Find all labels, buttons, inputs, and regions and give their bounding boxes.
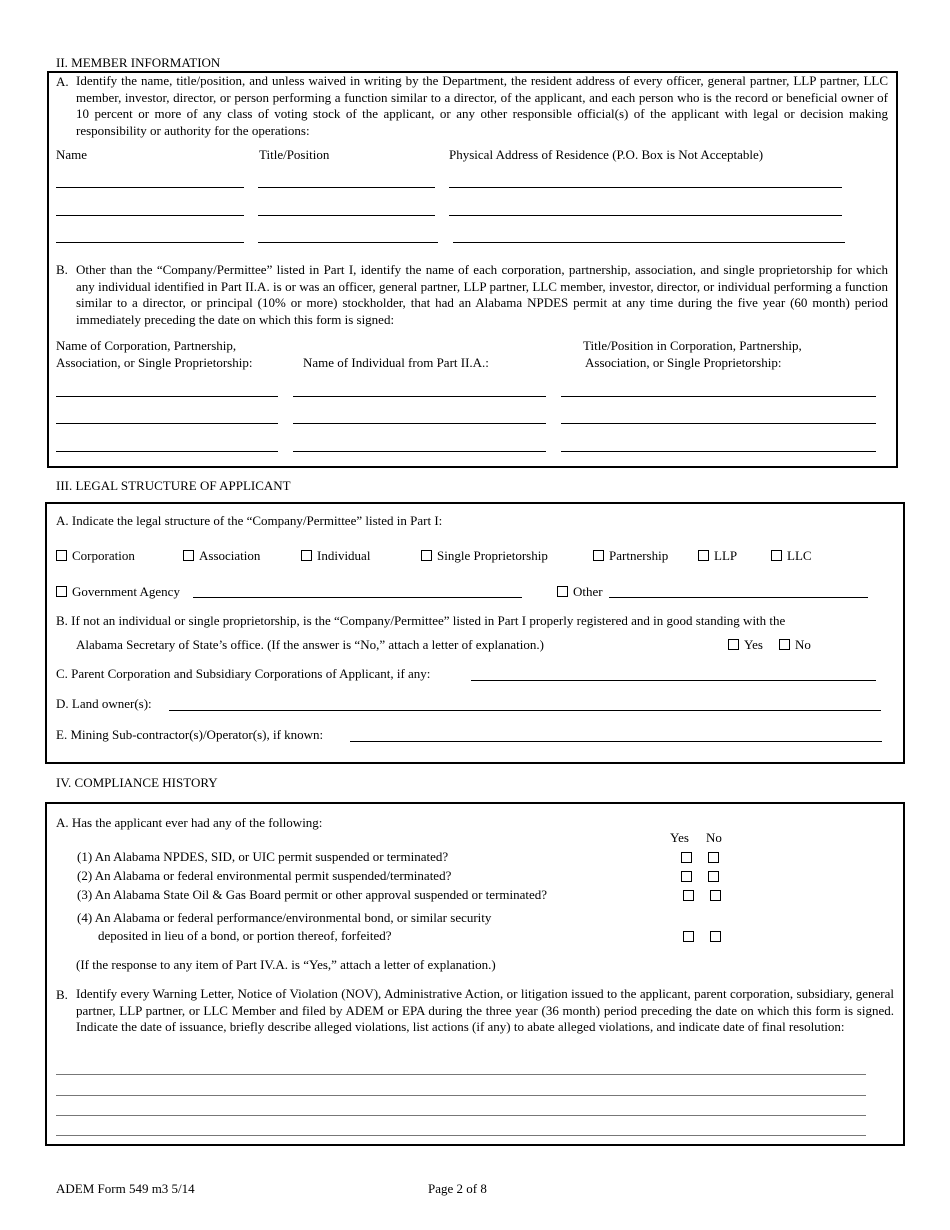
government-agency-checkbox[interactable]: [56, 586, 67, 597]
option-association[interactable]: Association: [183, 548, 260, 564]
item4-yes-checkbox[interactable]: [683, 931, 694, 942]
section-ii-a-text: Identify the name, title/position, and unless waived in writing by the Department, the resident address of every officer, general partner, LLP partner, LLC member, investor, director, or person performing a function similar to a director, of the applicant, and each person who is the record or beneficial owner of 10 percent or more of any class of voting stock of the applicant, or any other responsible official(s) of the applicant with legal or decision making responsibility or authority for the operations:: [76, 73, 888, 138]
history-item-1: (1) An Alabama NPDES, SID, or UIC permit suspended or terminated?: [77, 849, 449, 864]
government-agency-field[interactable]: [193, 597, 522, 598]
llc-checkbox[interactable]: [771, 550, 782, 561]
member-title-field[interactable]: [258, 187, 435, 188]
compliance-history-line[interactable]: [56, 1074, 866, 1075]
footer-page-number: Page 2 of 8: [428, 1181, 487, 1196]
compliance-history-line[interactable]: [56, 1095, 866, 1096]
option-single-proprietorship[interactable]: Single Proprietorship: [421, 548, 548, 564]
item3-no-checkbox[interactable]: [710, 890, 721, 901]
member-name-field[interactable]: [56, 215, 244, 216]
section-iv-heading: IV. COMPLIANCE HISTORY: [56, 775, 218, 790]
partnership-checkbox[interactable]: [593, 550, 604, 561]
corporation-title-field[interactable]: [561, 451, 876, 452]
section-iii-b-line1: B. If not an individual or single proprietorship, is the “Company/Permittee” listed in Part I properly registered and in good standing with the: [56, 613, 786, 628]
yes-column-header: Yes: [670, 830, 689, 845]
individual-name-field[interactable]: [293, 451, 546, 452]
other-field[interactable]: [609, 597, 868, 598]
section-iv-b-text: Identify every Warning Letter, Notice of Violation (NOV), Administrative Action, or litigation issued to the applicant, parent corporation, subsidiary, general partner, LLP partner, or LLC Member and filed by ADEM or EPA during the three year (36 month) period preceding the date on which this form is signed. Indicate the date of issuance, briefly describe alleged violations, list actions (if any) to abate alleged violations, and indicate date of final resolution:: [76, 986, 894, 1034]
corporation-name-field[interactable]: [56, 396, 278, 397]
corporation-checkbox[interactable]: [56, 550, 67, 561]
column-title-header: Title/Position: [259, 147, 330, 162]
individual-checkbox[interactable]: [301, 550, 312, 561]
section-iv-b-label: B.: [56, 987, 68, 1002]
section-iii-b-line2: Alabama Secretary of State’s office. (If the answer is “No,” attach a letter of explanation.): [76, 637, 544, 652]
section-ii-a-label: A.: [56, 74, 69, 89]
association-checkbox[interactable]: [183, 550, 194, 561]
corporation-title-field[interactable]: [561, 396, 876, 397]
option-partnership[interactable]: Partnership: [593, 548, 668, 564]
option-other[interactable]: Other: [557, 584, 603, 600]
column-name-header: Name: [56, 147, 88, 162]
corporation-name-field[interactable]: [56, 451, 278, 452]
b-column2-header: Name of Individual from Part II.A.:: [303, 355, 489, 370]
history-item-3: (3) An Alabama State Oil & Gas Board permit or other approval suspended or terminated?: [77, 887, 548, 902]
corporation-title-field[interactable]: [561, 423, 876, 424]
section-iii-d-label: D. Land owner(s):: [56, 696, 152, 711]
b-column3-header-line1: Title/Position in Corporation, Partnership,: [583, 338, 802, 353]
other-checkbox[interactable]: [557, 586, 568, 597]
section-iii-e-label: E. Mining Sub-contractor(s)/Operator(s), if known:: [56, 727, 324, 742]
column-address-header: Physical Address of Residence (P.O. Box is Not Acceptable): [449, 147, 764, 162]
section-ii-heading: II. MEMBER INFORMATION: [56, 55, 221, 70]
member-title-field[interactable]: [258, 242, 438, 243]
member-name-field[interactable]: [56, 187, 244, 188]
member-title-field[interactable]: [258, 215, 435, 216]
section-iii-a-text: A. Indicate the legal structure of the “Company/Permittee” listed in Part I:: [56, 513, 443, 528]
llp-checkbox[interactable]: [698, 550, 709, 561]
registered-no-checkbox[interactable]: [779, 639, 790, 650]
registered-no-option[interactable]: No: [779, 637, 811, 653]
item2-yes-checkbox[interactable]: [681, 871, 692, 882]
single-proprietorship-checkbox[interactable]: [421, 550, 432, 561]
no-column-header: No: [706, 830, 722, 845]
b-column1-header-line2: Association, or Single Proprietorship:: [56, 355, 253, 370]
section-iv-note: (If the response to any item of Part IV.A. is “Yes,” attach a letter of explanation.): [76, 957, 496, 972]
item1-yes-checkbox[interactable]: [681, 852, 692, 863]
compliance-history-line[interactable]: [56, 1115, 866, 1116]
item4-no-checkbox[interactable]: [710, 931, 721, 942]
item1-no-checkbox[interactable]: [708, 852, 719, 863]
history-item-4-line1: (4) An Alabama or federal performance/environmental bond, or similar security: [77, 910, 492, 925]
history-item-2: (2) An Alabama or federal environmental permit suspended/terminated?: [77, 868, 452, 883]
section-iii-c-label: C. Parent Corporation and Subsidiary Corporations of Applicant, if any:: [56, 666, 431, 681]
registered-yes-checkbox[interactable]: [728, 639, 739, 650]
item3-yes-checkbox[interactable]: [683, 890, 694, 901]
member-address-field[interactable]: [449, 215, 842, 216]
history-item-4-line2: deposited in lieu of a bond, or portion thereof, forfeited?: [98, 928, 392, 943]
member-address-field[interactable]: [449, 187, 842, 188]
section-iii-heading: III. LEGAL STRUCTURE OF APPLICANT: [56, 478, 291, 493]
land-owner-field[interactable]: [169, 710, 881, 711]
compliance-history-line[interactable]: [56, 1135, 866, 1136]
registered-yes-option[interactable]: Yes: [728, 637, 763, 653]
section-ii-b-text: Other than the “Company/Permittee” listed in Part I, identify the name of each corporation, partnership, association, and single proprietorship for which any individual identified in Part II.A. is or was an officer, general partner, LLP partner, LLC member, investor, director, or individual performing a function similar to a director, or principal (10% or more) stockholder, that had an Alabama NPDES permit at any time during the five year (60 month) period immediately preceding the date on which this form is signed:: [76, 262, 888, 327]
option-corporation[interactable]: Corporation: [56, 548, 135, 564]
parent-corporation-field[interactable]: [471, 680, 876, 681]
section-iii-box: [45, 502, 905, 764]
mining-subcontractor-field[interactable]: [350, 741, 882, 742]
section-ii-b-label: B.: [56, 262, 68, 277]
member-name-field[interactable]: [56, 242, 244, 243]
member-address-field[interactable]: [453, 242, 845, 243]
item2-no-checkbox[interactable]: [708, 871, 719, 882]
option-llp[interactable]: LLP: [698, 548, 737, 564]
b-column3-header-line2: Association, or Single Proprietorship:: [585, 355, 782, 370]
individual-name-field[interactable]: [293, 423, 546, 424]
footer-form-id: ADEM Form 549 m3 5/14: [56, 1181, 195, 1196]
option-llc[interactable]: LLC: [771, 548, 812, 564]
individual-name-field[interactable]: [293, 396, 546, 397]
option-individual[interactable]: Individual: [301, 548, 370, 564]
option-government-agency[interactable]: Government Agency: [56, 584, 180, 600]
corporation-name-field[interactable]: [56, 423, 278, 424]
b-column1-header-line1: Name of Corporation, Partnership,: [56, 338, 237, 353]
section-iv-a-text: A. Has the applicant ever had any of the following:: [56, 815, 323, 830]
